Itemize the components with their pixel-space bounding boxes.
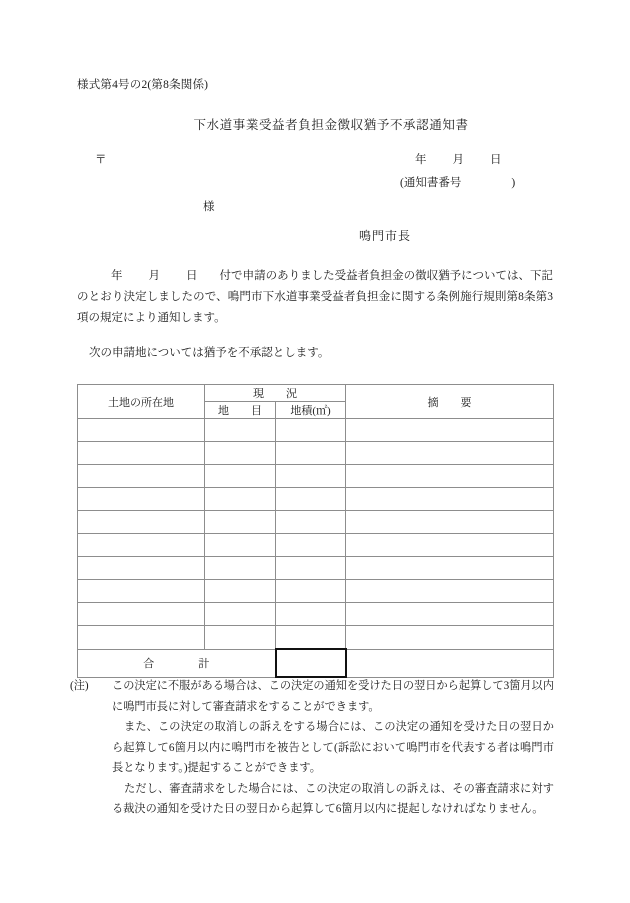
total-label: 合 計	[78, 649, 276, 677]
postal-code-mark: 〒	[95, 154, 107, 166]
table-header-row-1	[78, 385, 554, 402]
cell-location[interactable]	[78, 580, 205, 603]
notice-number-close-paren: )	[511, 177, 516, 189]
cell-remarks[interactable]	[346, 580, 554, 603]
table-row[interactable]	[78, 511, 554, 534]
note-paragraph-3: ただし、審査請求をした場合には、この決定の取消しの訴えは、その審査請求に対する裁決の通知を受けた日の翌日から起算して6箇月以内に提起しなければなりません。	[112, 782, 554, 815]
cell-land-category[interactable]	[205, 465, 276, 488]
cell-remarks[interactable]	[346, 626, 554, 650]
land-table-body	[78, 419, 554, 678]
cell-location[interactable]	[78, 465, 205, 488]
cell-remarks[interactable]	[346, 419, 554, 442]
note-row	[70, 676, 554, 820]
table-row[interactable]	[78, 580, 554, 603]
cell-land-category[interactable]	[205, 626, 276, 650]
header-land-category: 地 目	[205, 402, 276, 419]
total-remarks[interactable]	[346, 649, 554, 677]
note-paragraph-1: この決定に不服がある場合は、この決定の通知を受けた日の翌日から起算して3箇月以内に鳴門市長に対して審査請求をすることができます。	[112, 680, 554, 713]
body-paragraph-1	[77, 266, 553, 329]
cell-land-area[interactable]	[276, 557, 346, 580]
cell-land-category[interactable]	[205, 580, 276, 603]
issue-date-month: 月	[452, 154, 464, 166]
cell-location[interactable]	[78, 488, 205, 511]
header-land-area: 地積(㎡)	[276, 402, 346, 419]
notice-number-label: (通知書番号	[400, 177, 462, 189]
table-row[interactable]	[78, 626, 554, 650]
issue-date-year: 年	[415, 154, 427, 166]
cell-land-area[interactable]	[276, 534, 346, 557]
note-marker: (注)	[70, 680, 89, 692]
table-row[interactable]	[78, 557, 554, 580]
issue-date-day: 日	[490, 154, 502, 166]
cell-land-area[interactable]	[276, 419, 346, 442]
addressee-honorific: 様	[203, 201, 215, 213]
cell-land-category[interactable]	[205, 511, 276, 534]
issue-date-line	[415, 151, 502, 167]
cell-location[interactable]	[78, 603, 205, 626]
cell-remarks[interactable]	[346, 442, 554, 465]
cell-location[interactable]	[78, 534, 205, 557]
header-location: 土地の所在地	[78, 385, 205, 419]
note-paragraph-2: また、この決定の取消しの訴えをする場合には、この決定の通知を受けた日の翌日から起算して6箇月以内に鳴門市を被告として(訴訟において鳴門市を代表する者は鳴門市長となります。)提起することができます。	[112, 721, 554, 774]
cell-remarks[interactable]	[346, 511, 554, 534]
body-paragraph-1-text: 付で申請のありました受益者負担金の徴収猶予については、下記のとおり決定しましたので、鳴門市下水道事業受益者負担金に関する条例施行規則第8条第3項の規定により通知します。	[77, 270, 553, 324]
cell-land-category[interactable]	[205, 442, 276, 465]
total-area-value[interactable]	[276, 649, 346, 677]
cell-land-category[interactable]	[205, 557, 276, 580]
form-code: 様式第4号の2(第8条関係)	[77, 79, 209, 91]
cell-land-area[interactable]	[276, 442, 346, 465]
cell-location[interactable]	[78, 511, 205, 534]
cell-remarks[interactable]	[346, 557, 554, 580]
cell-location[interactable]	[78, 442, 205, 465]
cell-remarks[interactable]	[346, 465, 554, 488]
cell-land-area[interactable]	[276, 488, 346, 511]
cell-land-area[interactable]	[276, 465, 346, 488]
cell-location[interactable]	[78, 626, 205, 650]
notes-section	[70, 676, 554, 820]
body-paragraph-2: 次の申請地については猶予を不承認とします。	[89, 347, 330, 359]
table-row[interactable]	[78, 534, 554, 557]
application-date-year: 年	[111, 270, 123, 282]
cell-remarks[interactable]	[346, 488, 554, 511]
cell-land-category[interactable]	[205, 419, 276, 442]
table-row[interactable]	[78, 419, 554, 442]
cell-land-area[interactable]	[276, 580, 346, 603]
application-date-month: 月	[148, 270, 161, 282]
header-current-status: 現 況	[205, 385, 346, 402]
cell-remarks[interactable]	[346, 534, 554, 557]
cell-land-category[interactable]	[205, 603, 276, 626]
notice-number-line	[400, 174, 515, 190]
table-row[interactable]	[78, 442, 554, 465]
cell-location[interactable]	[78, 419, 205, 442]
table-row[interactable]	[78, 603, 554, 626]
issuer-name: 鳴門市長	[359, 229, 412, 243]
table-row[interactable]	[78, 488, 554, 511]
land-table-head	[78, 385, 554, 419]
table-row[interactable]	[78, 465, 554, 488]
cell-remarks[interactable]	[346, 603, 554, 626]
header-remarks: 摘 要	[346, 385, 554, 419]
application-date-day: 日	[186, 270, 198, 282]
cell-land-category[interactable]	[205, 488, 276, 511]
land-table	[77, 384, 554, 678]
cell-location[interactable]	[78, 557, 205, 580]
cell-land-area[interactable]	[276, 626, 346, 650]
cell-land-area[interactable]	[276, 603, 346, 626]
table-total-row	[78, 649, 554, 677]
cell-land-category[interactable]	[205, 534, 276, 557]
page-title: 下水道事業受益者負担金徴収猶予不承認通知書	[193, 118, 469, 132]
cell-land-area[interactable]	[276, 511, 346, 534]
note-body	[112, 676, 554, 820]
